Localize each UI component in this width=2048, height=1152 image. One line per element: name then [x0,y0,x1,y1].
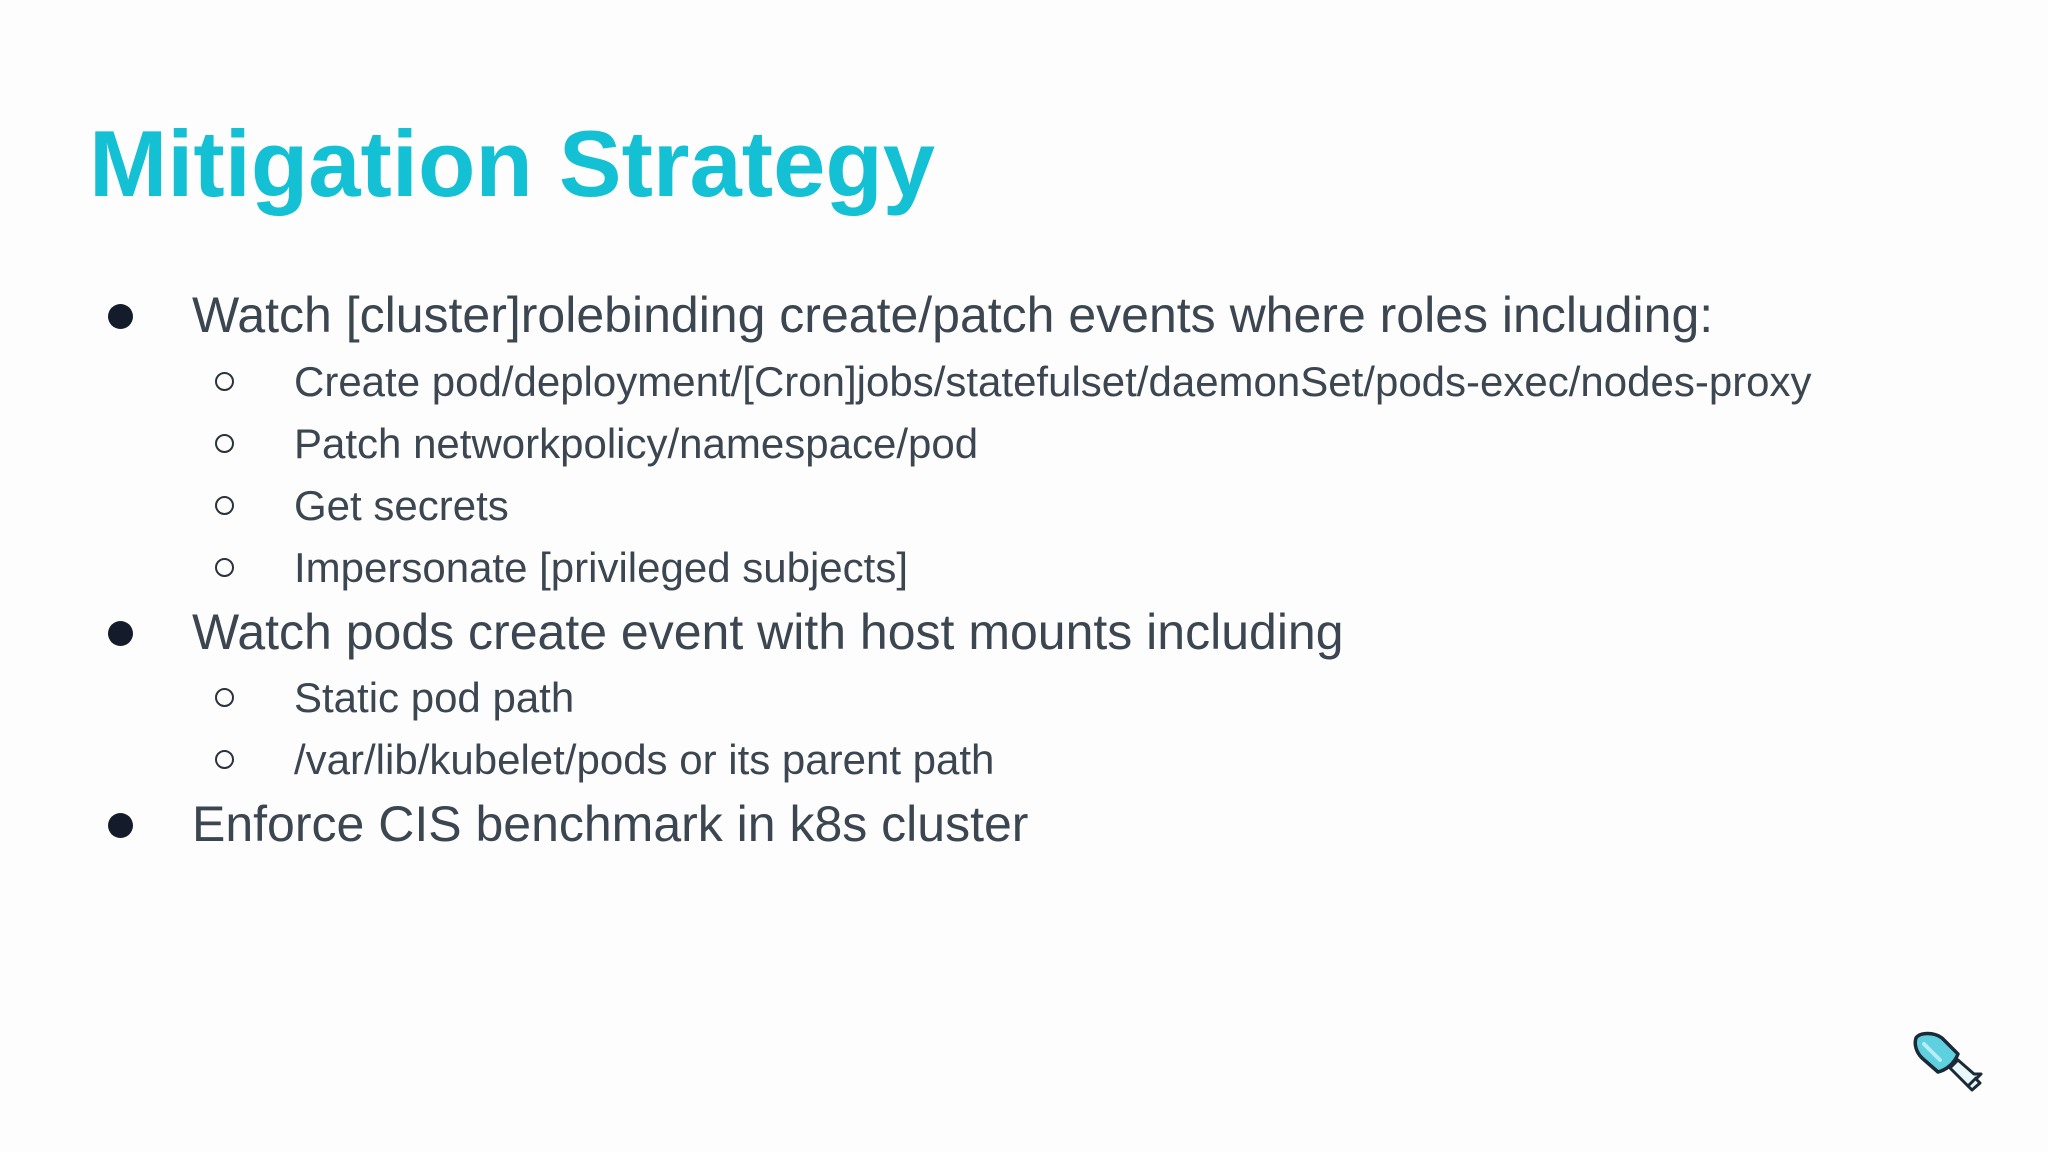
bullet-dot-icon [108,813,133,838]
bullet-text: Enforce CIS benchmark in k8s cluster [192,796,1029,852]
slide-title: Mitigation Strategy [89,111,936,216]
shovel-icon [1910,1030,1986,1100]
bullet-dot-icon [108,621,133,646]
bullet-text: Watch pods create event with host mounts including [192,604,1344,660]
sub-bullet-text: Patch networkpolicy/namespace/pod [294,420,979,467]
circle-bullet-icon [215,688,234,707]
circle-bullet-icon [215,558,234,577]
sub-bullet-text: Get secrets [294,482,509,529]
circle-bullet-icon [215,496,234,515]
sub-bullet-text: Impersonate [privileged subjects] [294,544,908,591]
circle-bullet-icon [215,372,234,391]
circle-bullet-icon [215,750,234,769]
bullet-text: Watch [cluster]rolebinding create/patch events where roles including: [192,287,1714,343]
sub-bullet-text: /var/lib/kubelet/pods or its parent path [294,736,995,783]
sub-bullet-text: Create pod/deployment/[Cron]jobs/statefulset/daemonSet/pods-exec/nodes-proxy [294,358,1812,405]
circle-bullet-icon [215,434,234,453]
sub-bullet-text: Static pod path [294,674,575,721]
bullet-dot-icon [108,304,133,329]
